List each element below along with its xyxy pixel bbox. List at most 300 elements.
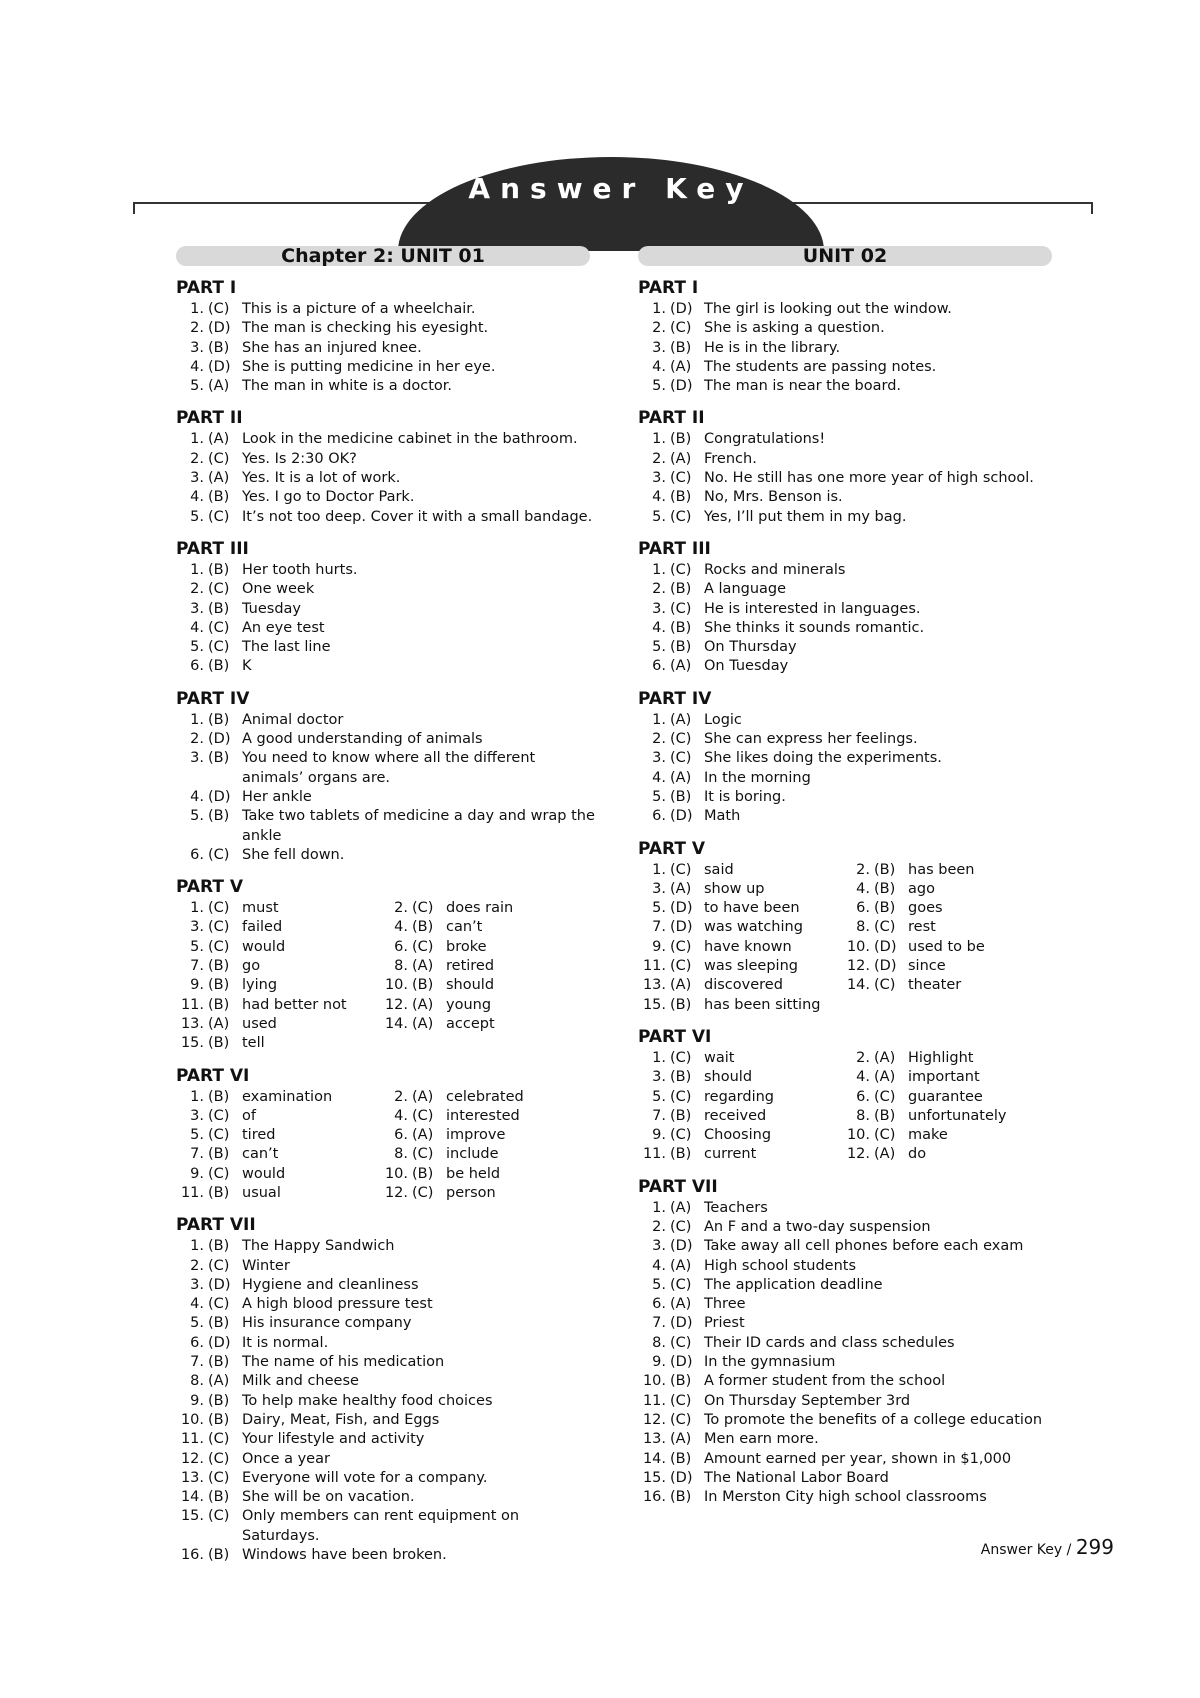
answer-item xyxy=(176,1237,596,1256)
answer-number: 5. xyxy=(652,900,666,917)
answer-item xyxy=(638,488,1058,507)
answer-letter: (C) xyxy=(874,977,896,994)
answer-number: 2. xyxy=(190,320,204,337)
answer-number: 4. xyxy=(190,788,204,805)
answer-letter: (C) xyxy=(670,561,692,578)
footer-separator: / xyxy=(1066,1542,1072,1558)
answer-text: include xyxy=(446,1146,499,1163)
answer-number: 7. xyxy=(190,1146,204,1163)
answer-text: received xyxy=(704,1107,767,1124)
footer-label: Answer Key xyxy=(980,1542,1063,1558)
answer-number: 4. xyxy=(652,769,666,786)
answer-item xyxy=(638,657,1058,676)
answer-letter: (C) xyxy=(208,938,230,955)
answer-text: can’t xyxy=(446,919,483,936)
answer-letter: (A) xyxy=(874,1069,896,1086)
answer-number: 9. xyxy=(652,938,666,955)
part-title: PART III xyxy=(176,538,249,559)
answer-text: Look in the medicine cabinet in the bathroom. xyxy=(242,431,578,448)
answer-text: tired xyxy=(242,1127,276,1144)
answer-item xyxy=(176,996,380,1015)
answer-item xyxy=(638,1450,1058,1469)
answer-number: 13. xyxy=(180,1015,204,1032)
answer-text: Winter xyxy=(242,1257,290,1274)
answer-item xyxy=(380,957,590,976)
answer-number: 2. xyxy=(394,1088,408,1105)
answer-number: 4. xyxy=(190,1296,204,1313)
answer-number: 4. xyxy=(856,880,870,897)
answer-letter: (B) xyxy=(208,600,230,617)
answer-text: It’s not too deep. Cover it with a small bandage. xyxy=(242,508,593,525)
answer-text: K xyxy=(242,658,252,675)
answer-letter: (C) xyxy=(412,1184,434,1201)
answer-text: She thinks it sounds romantic. xyxy=(704,619,925,636)
answer-text: can’t xyxy=(242,1146,279,1163)
answer-number: 6. xyxy=(394,1127,408,1144)
answer-text: Yes. It is a lot of work. xyxy=(242,470,401,487)
answer-number: 2. xyxy=(394,900,408,917)
answer-letter: (B) xyxy=(208,996,230,1013)
page-footer xyxy=(981,1535,1114,1559)
answer-item xyxy=(638,619,1058,638)
answer-item xyxy=(176,488,596,507)
answer-letter: (A) xyxy=(670,1296,692,1313)
answer-item xyxy=(176,1546,596,1565)
answer-item xyxy=(638,430,1058,449)
answer-number: 7. xyxy=(652,1107,666,1124)
answer-number: 14. xyxy=(846,977,870,994)
answer-item xyxy=(380,1126,590,1145)
answer-item xyxy=(176,1450,596,1469)
answer-text: The National Labor Board xyxy=(704,1469,889,1486)
answer-text: The last line xyxy=(242,639,331,656)
answer-letter: (B) xyxy=(208,1354,230,1371)
answer-letter: (C) xyxy=(874,1088,896,1105)
answer-item xyxy=(176,807,596,846)
answer-item xyxy=(176,657,596,676)
answer-item xyxy=(638,1068,842,1087)
answer-letter: (D) xyxy=(670,1238,693,1255)
answer-number: 1. xyxy=(652,711,666,728)
answer-text: A high blood pressure test xyxy=(242,1296,433,1313)
answer-number: 3. xyxy=(190,750,204,767)
answer-number: 15. xyxy=(642,996,666,1013)
answer-letter: (C) xyxy=(208,639,230,656)
answer-number: 6. xyxy=(856,900,870,917)
answer-item xyxy=(638,996,842,1015)
answer-item xyxy=(380,1107,590,1126)
answer-item xyxy=(842,1049,1052,1068)
answer-text: should xyxy=(704,1069,753,1086)
answer-number: 1. xyxy=(190,561,204,578)
answer-text: No. He still has one more year of high school. xyxy=(704,470,1034,487)
answer-number: 1. xyxy=(652,301,666,317)
answer-grid xyxy=(638,1049,1058,1165)
answer-letter: (D) xyxy=(874,938,897,955)
answer-item xyxy=(176,957,380,976)
answer-number: 7. xyxy=(652,919,666,936)
answer-letter: (D) xyxy=(208,320,231,337)
answer-text: He is in the library. xyxy=(704,339,841,356)
answer-item xyxy=(176,918,380,937)
answer-text: current xyxy=(704,1146,757,1163)
answer-number: 11. xyxy=(180,1431,204,1448)
answer-text: French. xyxy=(704,450,757,467)
answer-number: 14. xyxy=(642,1450,666,1467)
answer-number: 1. xyxy=(190,1088,204,1105)
answer-text: She has an injured knee. xyxy=(242,339,422,356)
part-section xyxy=(176,877,596,1053)
answer-text: of xyxy=(242,1107,256,1124)
answer-letter: (B) xyxy=(208,808,230,825)
answer-item xyxy=(638,358,1058,377)
answer-text: On Thursday xyxy=(704,639,797,656)
answer-item xyxy=(638,561,1058,580)
answer-item xyxy=(638,469,1058,488)
answer-text: Take two tablets of medicine a day and wrap the ankle xyxy=(242,808,595,844)
answer-item xyxy=(176,619,596,638)
answer-item xyxy=(638,1049,842,1068)
answer-item xyxy=(638,1469,1058,1488)
answer-item xyxy=(638,450,1058,469)
answer-number: 8. xyxy=(394,1146,408,1163)
answer-item xyxy=(638,1237,1058,1256)
answer-letter: (C) xyxy=(670,600,692,617)
answer-text: wait xyxy=(704,1049,735,1066)
answer-item xyxy=(176,730,596,749)
answer-number: 6. xyxy=(652,658,666,675)
answer-letter: (C) xyxy=(670,938,692,955)
answer-number: 2. xyxy=(190,731,204,748)
answer-number: 2. xyxy=(856,861,870,878)
answer-number: 3. xyxy=(190,470,204,487)
answer-item xyxy=(638,638,1058,657)
answer-letter: (D) xyxy=(670,301,693,317)
answer-number: 8. xyxy=(190,1373,204,1390)
answer-text: does rain xyxy=(446,900,514,917)
answer-item xyxy=(638,918,842,937)
answer-item xyxy=(638,300,1058,319)
answer-item xyxy=(176,1488,596,1507)
answer-number: 2. xyxy=(652,731,666,748)
answer-number: 10. xyxy=(642,1373,666,1390)
answer-item xyxy=(842,861,1052,880)
answer-item xyxy=(842,918,1052,937)
answer-text: The girl is looking out the window. xyxy=(704,301,952,317)
answer-text: On Tuesday xyxy=(704,658,789,675)
answer-text: Once a year xyxy=(242,1450,330,1467)
answer-number: 4. xyxy=(394,919,408,936)
answer-number: 9. xyxy=(652,1354,666,1371)
answer-item xyxy=(176,711,596,730)
answer-number: 15. xyxy=(642,1469,666,1486)
answer-letter: (A) xyxy=(874,1146,896,1163)
answer-text: be held xyxy=(446,1165,501,1182)
answer-text: On Thursday September 3rd xyxy=(704,1392,911,1409)
answer-item xyxy=(638,938,842,957)
answer-item xyxy=(176,749,596,788)
answer-text: Men earn more. xyxy=(704,1431,819,1448)
answer-number: 10. xyxy=(384,1165,408,1182)
answer-item xyxy=(638,1314,1058,1333)
answer-letter: (A) xyxy=(208,378,230,395)
answer-letter: (D) xyxy=(670,1469,693,1486)
answer-item xyxy=(638,880,842,899)
part-title: PART I xyxy=(176,278,237,298)
answer-item xyxy=(176,1126,380,1145)
answer-letter: (A) xyxy=(412,958,434,975)
answer-letter: (A) xyxy=(670,711,692,728)
answer-number: 2. xyxy=(652,581,666,598)
answer-letter: (B) xyxy=(670,1373,692,1390)
answer-letter: (C) xyxy=(208,900,230,917)
answer-number: 4. xyxy=(652,358,666,375)
answer-text: young xyxy=(446,996,492,1013)
answer-letter: (B) xyxy=(412,1165,434,1182)
answer-letter: (D) xyxy=(208,358,231,375)
answer-text: The name of his medication xyxy=(242,1354,445,1371)
answer-letter: (B) xyxy=(208,1238,230,1255)
answer-number: 1. xyxy=(652,861,666,878)
answer-number: 16. xyxy=(180,1547,204,1564)
answer-text: Her tooth hurts. xyxy=(242,561,358,578)
answer-text: She likes doing the experiments. xyxy=(704,750,942,767)
answer-letter: (C) xyxy=(208,1296,230,1313)
answer-item xyxy=(638,1145,842,1164)
answer-letter: (A) xyxy=(874,1049,896,1066)
answer-letter: (B) xyxy=(670,489,692,506)
answer-letter: (B) xyxy=(208,711,230,728)
answer-letter: (B) xyxy=(208,1547,230,1564)
answer-letter: (D) xyxy=(670,900,693,917)
answer-text: discovered xyxy=(704,977,783,994)
answer-number: 9. xyxy=(652,1127,666,1144)
answer-item xyxy=(176,1353,596,1372)
answer-item xyxy=(638,377,1058,396)
answer-text: Their ID cards and class schedules xyxy=(704,1334,955,1351)
answer-letter: (A) xyxy=(670,1431,692,1448)
answer-grid xyxy=(638,861,1058,1015)
answer-text: A language xyxy=(704,581,787,598)
answer-item xyxy=(176,1372,596,1391)
answer-item xyxy=(176,1015,380,1034)
answer-number: 5. xyxy=(190,378,204,395)
answer-letter: (D) xyxy=(208,788,231,805)
answer-text: In Merston City high school classrooms xyxy=(704,1489,987,1506)
answer-letter: (D) xyxy=(670,1354,693,1371)
answer-text: ago xyxy=(908,880,935,897)
answer-letter: (B) xyxy=(208,1315,230,1332)
answer-text: examination xyxy=(242,1088,333,1105)
answer-item xyxy=(638,1199,1058,1218)
answer-text: One week xyxy=(242,581,315,598)
answer-item xyxy=(638,339,1058,358)
answer-letter: (C) xyxy=(208,581,230,598)
answer-number: 5. xyxy=(652,1276,666,1293)
answer-text: You need to know where all the different animals’ organs are. xyxy=(242,750,536,786)
answer-letter: (C) xyxy=(670,1411,692,1428)
answer-letter: (B) xyxy=(208,1035,230,1052)
answer-letter: (C) xyxy=(208,1107,230,1124)
answer-text: guarantee xyxy=(908,1088,983,1105)
answer-number: 7. xyxy=(652,1315,666,1332)
answer-text: regarding xyxy=(704,1088,774,1105)
answer-item xyxy=(638,1488,1058,1507)
answer-number: 4. xyxy=(190,358,204,375)
answer-text: failed xyxy=(242,919,283,936)
answer-text: Teachers xyxy=(704,1199,768,1216)
part-title: PART II xyxy=(638,408,705,429)
answer-letter: (A) xyxy=(670,1257,692,1274)
answer-number: 3. xyxy=(190,1276,204,1293)
answer-item xyxy=(176,899,380,918)
answer-item xyxy=(176,1411,596,1430)
answer-item xyxy=(842,899,1052,918)
answer-text: The Happy Sandwich xyxy=(242,1238,395,1255)
answer-number: 4. xyxy=(190,489,204,506)
answer-number: 14. xyxy=(180,1489,204,1506)
answer-letter: (D) xyxy=(874,958,897,975)
answer-letter: (C) xyxy=(670,1218,692,1235)
answer-number: 4. xyxy=(652,489,666,506)
answer-letter: (D) xyxy=(208,1334,231,1351)
answer-number: 6. xyxy=(394,938,408,955)
answer-text: Rocks and minerals xyxy=(704,561,846,578)
answer-item xyxy=(380,1165,590,1184)
answer-text: theater xyxy=(908,977,962,994)
answer-letter: (A) xyxy=(208,1373,230,1390)
answer-item xyxy=(176,1088,380,1107)
answer-number: 1. xyxy=(190,1238,204,1255)
answer-number: 12. xyxy=(384,996,408,1013)
answer-number: 1. xyxy=(190,711,204,728)
answer-text: Tuesday xyxy=(242,600,301,617)
answer-text: The man is near the board. xyxy=(704,378,902,395)
part-title: PART II xyxy=(176,408,243,429)
answer-letter: (A) xyxy=(670,358,692,375)
part-section xyxy=(176,1066,596,1204)
answer-item xyxy=(842,1145,1052,1164)
part-section xyxy=(638,689,1058,827)
answer-number: 5. xyxy=(190,639,204,656)
answer-number: 2. xyxy=(190,1257,204,1274)
answer-number: 10. xyxy=(846,1127,870,1144)
answer-number: 4. xyxy=(394,1107,408,1124)
answer-text: make xyxy=(908,1127,948,1144)
answer-number: 5. xyxy=(190,938,204,955)
answer-text: has been sitting xyxy=(704,996,821,1013)
answer-number: 3. xyxy=(652,750,666,767)
part-section xyxy=(638,1027,1058,1165)
part-section xyxy=(176,278,596,396)
answer-number: 3. xyxy=(652,339,666,356)
answer-item xyxy=(176,580,596,599)
answer-item xyxy=(638,711,1058,730)
answer-item xyxy=(176,1469,596,1488)
answer-letter: (C) xyxy=(412,1146,434,1163)
answer-letter: (C) xyxy=(208,846,230,863)
answer-letter: (D) xyxy=(670,919,693,936)
answer-text: retired xyxy=(446,958,495,975)
answer-item xyxy=(638,1295,1058,1314)
answer-item xyxy=(380,1015,590,1034)
answer-letter: (B) xyxy=(208,1392,230,1409)
answer-item xyxy=(638,1411,1058,1430)
answer-item xyxy=(638,730,1058,749)
answer-text: Animal doctor xyxy=(242,711,344,728)
answer-number: 3. xyxy=(652,600,666,617)
answer-letter: (D) xyxy=(208,731,231,748)
answer-number: 13. xyxy=(180,1469,204,1486)
answer-letter: (B) xyxy=(208,561,230,578)
answer-letter: (C) xyxy=(670,320,692,337)
answer-letter: (B) xyxy=(670,788,692,805)
part-title: PART VI xyxy=(638,1026,712,1047)
answer-text: go xyxy=(242,958,261,975)
answer-item xyxy=(176,508,596,527)
answer-letter: (C) xyxy=(874,919,896,936)
answer-number: 1. xyxy=(652,431,666,448)
answer-number: 12. xyxy=(384,1184,408,1201)
part-title: PART VII xyxy=(176,1215,256,1236)
unit-title: UNIT 02 xyxy=(638,246,1052,266)
answer-text: said xyxy=(704,861,734,878)
answer-item xyxy=(380,1088,590,1107)
answer-text: must xyxy=(242,900,279,917)
answer-item xyxy=(638,976,842,995)
answer-number: 6. xyxy=(190,846,204,863)
answer-number: 2. xyxy=(652,450,666,467)
answer-text: person xyxy=(446,1184,496,1201)
answer-letter: (C) xyxy=(670,750,692,767)
answer-letter: (C) xyxy=(412,900,434,917)
answer-text: Yes. Is 2:30 OK? xyxy=(242,450,357,467)
answer-item xyxy=(176,450,596,469)
answer-text: tell xyxy=(242,1035,265,1052)
answer-item xyxy=(176,1257,596,1276)
answer-item xyxy=(176,1430,596,1449)
answer-letter: (B) xyxy=(670,996,692,1013)
answer-text: He is interested in languages. xyxy=(704,600,921,617)
answer-text: Windows have been broken. xyxy=(242,1547,447,1564)
answer-text: To promote the benefits of a college education xyxy=(704,1411,1043,1428)
answer-text: Priest xyxy=(704,1315,745,1332)
answer-letter: (C) xyxy=(874,1127,896,1144)
part-section xyxy=(638,539,1058,677)
answer-letter: (C) xyxy=(670,861,692,878)
answer-item xyxy=(176,1107,380,1126)
answer-number: 2. xyxy=(190,581,204,598)
answer-item xyxy=(638,861,842,880)
answer-text: A former student from the school xyxy=(704,1373,946,1390)
answer-number: 5. xyxy=(190,808,204,825)
answer-item xyxy=(176,319,596,338)
answer-item xyxy=(176,300,596,319)
answer-number: 4. xyxy=(652,619,666,636)
answer-item xyxy=(176,1034,380,1053)
answer-item xyxy=(176,1145,380,1164)
answer-number: 10. xyxy=(180,1411,204,1428)
answer-text: Yes. I go to Doctor Park. xyxy=(242,489,415,506)
answer-item xyxy=(176,358,596,377)
part-section xyxy=(176,689,596,865)
answer-number: 6. xyxy=(190,1334,204,1351)
answer-number: 1. xyxy=(190,431,204,448)
answer-letter: (C) xyxy=(670,508,692,525)
answer-text: The man is checking his eyesight. xyxy=(242,320,489,337)
answer-text: had better not xyxy=(242,996,347,1013)
answer-letter: (C) xyxy=(670,1088,692,1105)
